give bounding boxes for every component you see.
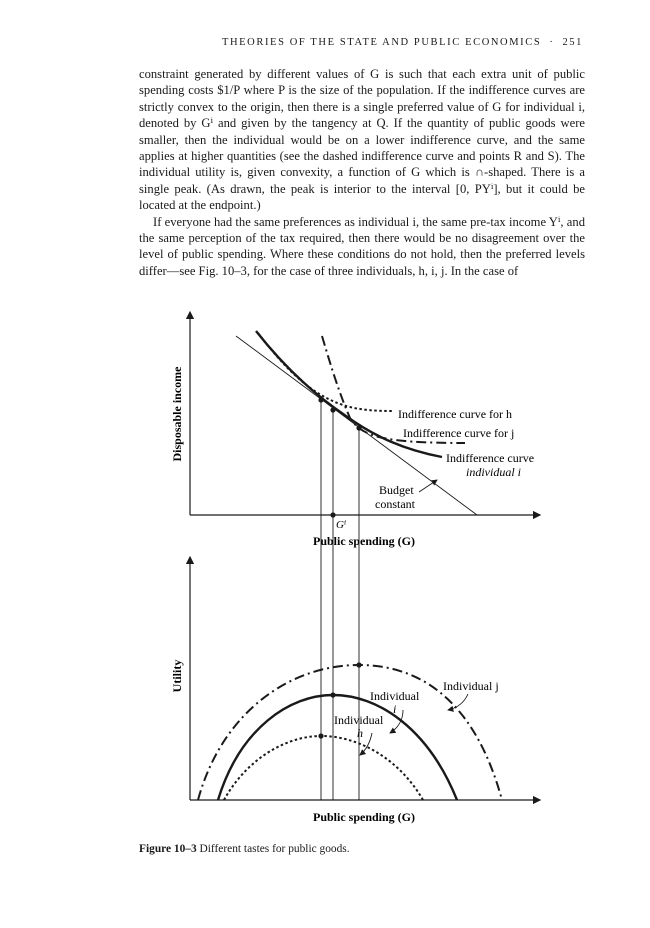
label-curve-i-line2: individual i [466, 465, 521, 479]
running-head-title: THEORIES OF THE STATE AND PUBLIC ECONOMICS [221, 37, 542, 48]
label-budget-line2: constant [375, 497, 415, 511]
label-individual-h-line2: h [357, 726, 363, 740]
peak-i [330, 692, 335, 697]
label-individual-i-line1: Individual [370, 689, 420, 703]
label-curve-i-line1: Indifference curve [446, 451, 535, 465]
page-number: 251 [562, 37, 583, 48]
top-x-axis-label: Public spending (G) [312, 534, 416, 548]
label-budget-line1: Budget [379, 483, 414, 497]
label-individual-h-line1: Individual [334, 713, 384, 727]
label-curve-j: Indifference curve for j [403, 426, 515, 440]
label-individual-i-line2: i [393, 702, 397, 716]
running-head-separator: · [549, 37, 555, 48]
top-panel [170, 312, 540, 548]
utility-curve-h [224, 736, 423, 800]
peak-h [318, 733, 323, 738]
budget-pointer [419, 480, 437, 492]
label-curve-h: Indifference curve for h [398, 407, 513, 421]
utility-curve-i [218, 695, 457, 800]
bottom-x-axis-label: Public spending (G) [312, 810, 416, 824]
caption-number: Figure 10–3 [139, 843, 197, 855]
paragraph-1: constraint generated by different values of G is such that each extra unit of public spending costs $1/P where P is the size of the population. If the indifference curves are strictly convex to the origin, then there is a single preferred value of G for individual i, denoted by Gⁱ and given by the tangency at Q. If the quantity of public goods were smaller, then the individual would be on a lower indifference curve, and the same applies at higher quantities (see the dashed indifference curve and points R and S). The individual utility is, given convexity, a function of G which is ∩-shaped. There is a single peak. (As drawn, the peak is interior to the interval [0, PYⁱ], but it could be located at the endpoint.) [139, 67, 585, 213]
connector-lines [321, 400, 359, 800]
tick-label-gi: Gⁱ [336, 519, 347, 531]
top-y-axis-label: Disposable income [170, 366, 184, 462]
paragraph-2: If everyone had the same preferences as individual i, the same pre-tax income Yⁱ, and the same perception of the tax required, then there would be no disagreement over the level of public spending. Where these conditions do not hold, then the preferred levels differ—see Fig. 10–3, for the case of three individuals, h, i, j. In the case of [139, 214, 585, 278]
caption-text: Different tastes for public goods. [196, 843, 350, 855]
bottom-panel [170, 557, 540, 824]
peak-j [356, 662, 361, 667]
figure-caption [139, 843, 350, 855]
label-individual-j: Individual j [443, 679, 499, 693]
bottom-y-axis-label: Utility [170, 659, 184, 693]
